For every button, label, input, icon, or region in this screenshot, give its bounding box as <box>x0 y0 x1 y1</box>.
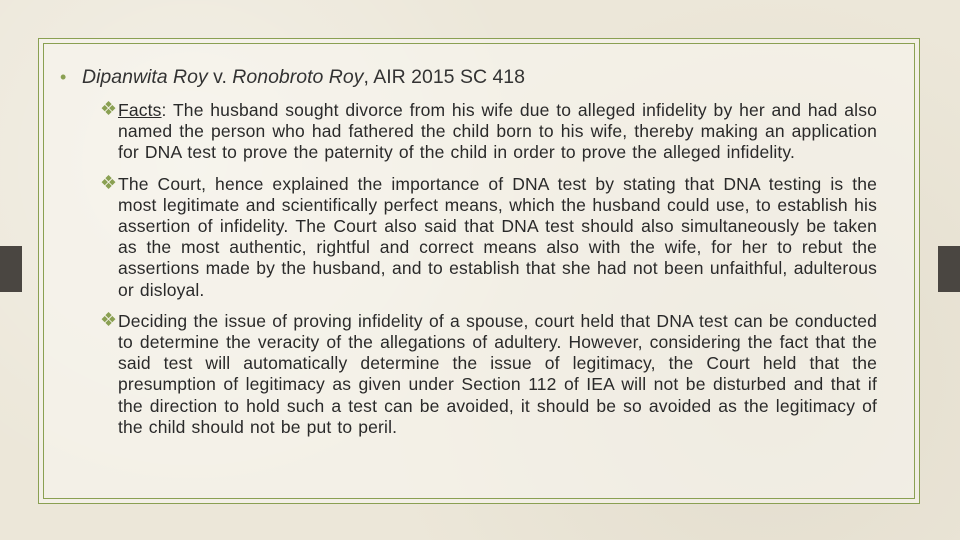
facts-text: : The husband sought divorce from his wife due to alleged infidelity by her and had also named the person who had fathered the child born to his wife, thereby making an application for DNA test to prove the paternity of the child in order to prove the alleged infidelity. <box>118 100 877 163</box>
case-name: Dipanwita Roy <box>82 66 208 88</box>
diamond-cluster-bullet-icon: ❖ <box>100 99 118 120</box>
left-side-tab <box>0 246 22 292</box>
other-party-name: Ronobroto Roy <box>232 66 364 88</box>
list-item <box>100 100 877 164</box>
versus-text: v. <box>207 66 233 88</box>
citation-text: , AIR 2015 SC 418 <box>363 66 525 88</box>
list-item <box>100 311 877 438</box>
list-item-text: The Court, hence explained the importance of DNA test by stating that DNA testing is the most legitimate and scientifically perfect means, which the husband could use, to establish his assertion of infidelity. The Court also said that DNA test should also simultaneously be taken as the most authentic, rightful and correct means also with the wife, for her to rebut the assertions made by the husband, and to establish that she had not been unfaithful, adulterous or disloyal. <box>118 173 877 300</box>
diamond-cluster-bullet-icon: ❖ <box>100 172 118 194</box>
list-item-text: Deciding the issue of proving infidelity of a spouse, court held that DNA test can be conducted to determine the veracity of the allegations of adultery. However, considering the fact that the said test will automatically determine the issue of legitimacy, the Court held that the presumption of legitimacy as given under Section 112 of IEA will not be disturbed and that if the direction to hold such a test can be avoided, it should be so avoided as the legitimacy of the child should not be put to peril. <box>118 310 877 437</box>
facts-label: Facts <box>118 100 162 120</box>
list-item <box>100 174 877 301</box>
right-side-tab <box>938 246 960 292</box>
dot-bullet-icon: • <box>60 67 67 87</box>
diamond-cluster-bullet-icon: ❖ <box>100 309 118 331</box>
list-item-text <box>118 100 877 164</box>
bullet-list <box>100 100 877 448</box>
slide-title <box>60 64 880 90</box>
